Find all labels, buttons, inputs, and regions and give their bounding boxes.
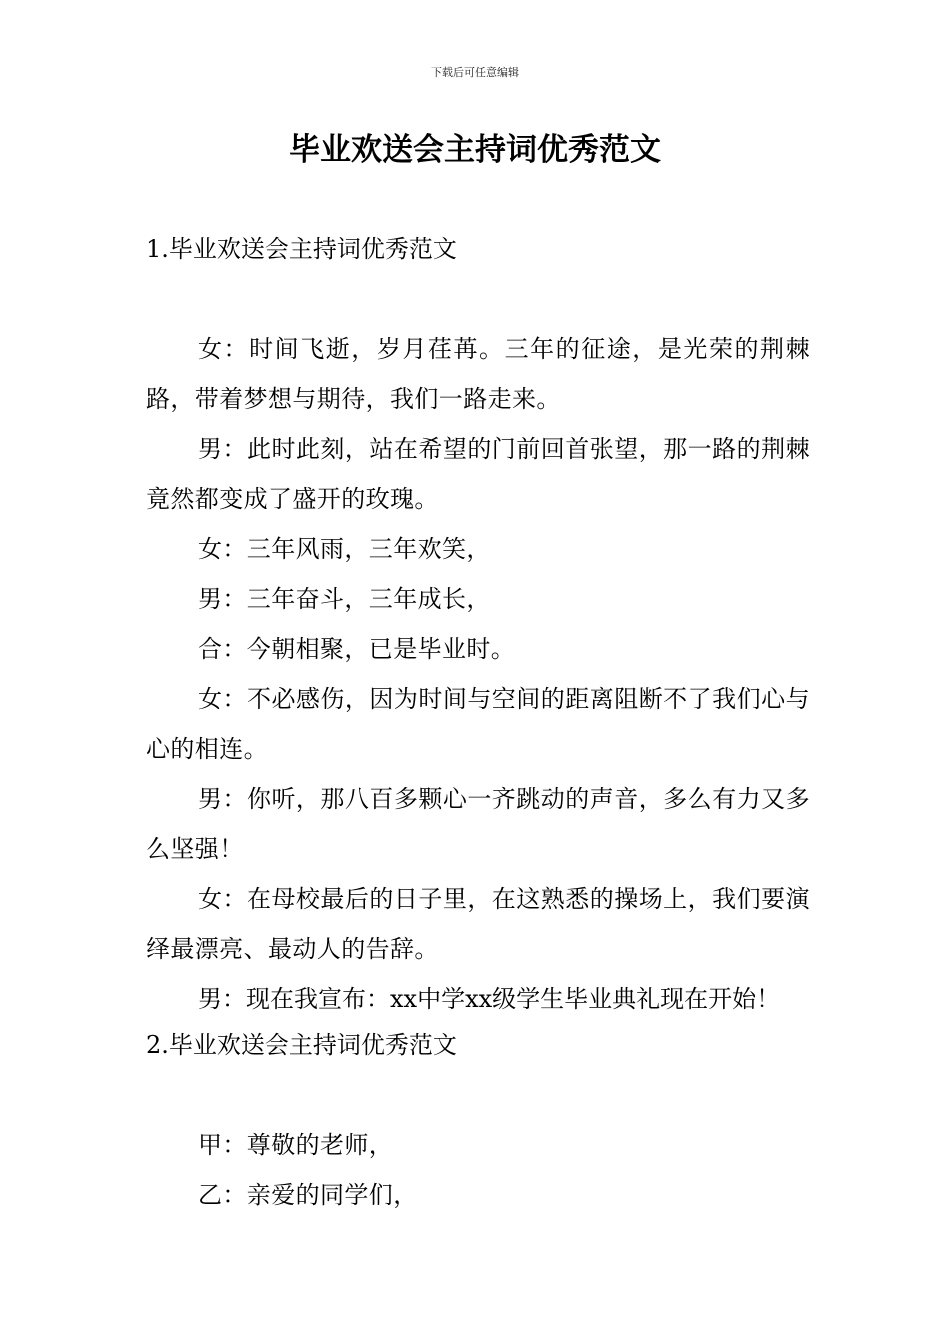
paragraph: 甲：尊敬的老师，	[198, 1131, 394, 1159]
paragraph: 女：三年风雨，三年欢笑，	[198, 535, 491, 563]
paragraph: 男：三年奋斗，三年成长，	[198, 585, 491, 613]
section-heading-2: 2.毕业欢送会主持词优秀范文	[146, 1031, 457, 1059]
paragraph: 女：在母校最后的日子里，在这熟悉的操场上，我们要演绎最漂亮、最动人的告辞。	[146, 885, 810, 963]
section-body-2	[146, 1120, 810, 1220]
document-title: 毕业欢送会主持词优秀范文	[289, 132, 661, 168]
section-body-1	[146, 324, 810, 1024]
header-note: 下载后可任意编辑	[431, 66, 519, 79]
paragraph: 女：时间飞逝，岁月荏苒。三年的征途，是光荣的荆棘路，带着梦想与期待，我们一路走来。	[146, 335, 810, 413]
paragraph: 男：你听，那八百多颗心一齐跳动的声音，多么有力又多么坚强！	[146, 785, 810, 863]
paragraph: 男：现在我宣布：xx中学xx级学生毕业典礼现在开始！	[198, 985, 781, 1013]
section-heading-1: 1.毕业欢送会主持词优秀范文	[146, 235, 457, 263]
paragraph: 男：此时此刻，站在希望的门前回首张望，那一路的荆棘竟然都变成了盛开的玫瑰。	[146, 435, 810, 513]
paragraph: 乙：亲爱的同学们，	[198, 1181, 418, 1209]
paragraph: 女：不必感伤，因为时间与空间的距离阻断不了我们心与心的相连。	[146, 685, 810, 763]
paragraph: 合：今朝相聚，已是毕业时。	[198, 635, 516, 663]
